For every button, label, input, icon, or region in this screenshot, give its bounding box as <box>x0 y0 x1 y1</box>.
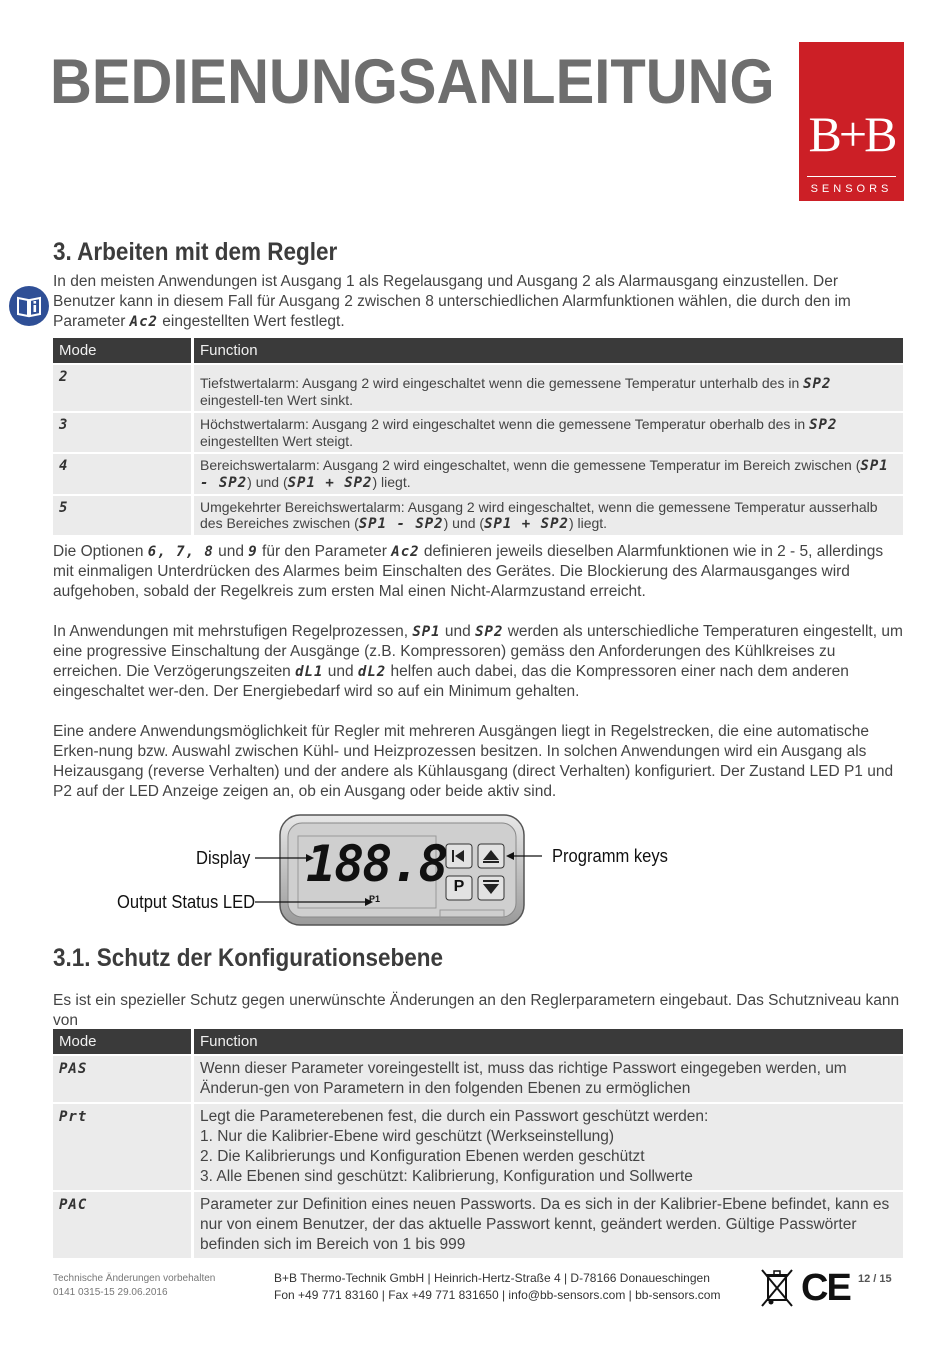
function-text: Höchstwertalarm: Ausgang 2 wird eingeschaltet wenn die gemessene Temperatur oberhalb des in <box>200 416 810 432</box>
param-sp1-plus-sp2: SP1 + SP2 <box>484 516 569 532</box>
mode-value: 3 <box>59 417 69 433</box>
heat-cool-paragraph: Eine andere Anwendungsmöglichkeit für Regler mit mehreren Ausgängen liegt in Regelstrecken, die eine automatische Erken-nung bzw. Auswahl zwischen Kühl- und Heizprozessen besitzen. In solchen Anwendungen wird ein Ausgang als Heizausgang (reverse Verhalten) und der andere als Kühlausgang (direct Verhalten) konfiguriert. Der Zustand LED P1 und P2 auf der LED Anzeige zeigen an, ob ein Ausgang oder beide aktiv sind. <box>53 723 894 800</box>
function-cell <box>194 1192 903 1258</box>
param-sp1: SP1 <box>412 624 441 640</box>
text: und <box>440 623 476 640</box>
controller-diagram <box>110 814 710 926</box>
table-header-row <box>53 338 903 363</box>
param-sp1-minus-sp2: SP1 - SP2 <box>358 516 444 532</box>
p-key-label: P <box>453 878 465 895</box>
bb-sensors-logo <box>799 42 904 201</box>
ce-mark: CE <box>801 1267 850 1309</box>
param-sp2: SP2 <box>809 417 838 433</box>
protection-table <box>53 1027 903 1260</box>
function-text: Tiefstwertalarm: Ausgang 2 wird eingeschaltet wenn die gemessene Temperatur unterhalb des in <box>200 375 804 391</box>
program-keys-callout-label: Programm keys <box>552 846 668 866</box>
text: und <box>323 663 358 680</box>
logo-divider <box>807 176 896 177</box>
function-text: Legt die Parameterebenen fest, die durch ein Passwort geschützt werden: <box>200 1108 709 1125</box>
param-ac2: Ac2 <box>129 314 158 330</box>
display-callout-label: Display <box>196 848 251 868</box>
function-list-item: 1. Nur die Kalibrier-Ebene wird geschützt (Werkseinstellung) <box>200 1128 615 1145</box>
function-cell <box>194 454 903 494</box>
table-row <box>53 413 903 452</box>
param-sp1-minus-sp2: SP1 - SP2 <box>200 458 889 491</box>
param-sp1-plus-sp2: SP1 + SP2 <box>287 475 373 491</box>
logo-subtitle: SENSORS <box>810 183 893 195</box>
mode-value: PAC <box>59 1197 88 1213</box>
mode-value: 4 <box>59 458 69 474</box>
footer-left <box>53 1272 215 1300</box>
param-sp2: SP2 <box>475 624 504 640</box>
function-text: ) und ( <box>247 474 288 490</box>
intro-text-a: In den meisten Anwendungen ist Ausgang 1 als Regelausgang und Ausgang 2 als Alarmausgang einzustellen. Der Benutzer kann in diesem Fall für Ausgang 2 zwischen 8 unterschiedlichen Alarmfunktionen wählen, die durch den im Parameter <box>53 273 851 330</box>
text: für den Parameter <box>257 543 392 560</box>
table-row <box>53 454 903 494</box>
book-info-icon <box>9 286 49 326</box>
function-text: eingestellten Wert steigt. <box>200 433 354 449</box>
mode-value: 5 <box>59 500 69 516</box>
footer-disclaimer: Technische Änderungen vorbehalten <box>53 1273 216 1284</box>
param-ac2: Ac2 <box>391 544 420 560</box>
text: definieren jeweils dieselben Alarmfunktionen wie in 2 - 5, allerdings mit einmaligen Unterdrücken des Alarmes beim Einschalten des Gerätes. Die Blockierung des Alarmausganges wird aufgehoben, sobald der Regelkreis zum ersten Mal einen Nicht-Alarmzustand erreicht. <box>53 543 884 600</box>
footer-address: B+B Thermo-Technik GmbH | Heinrich-Hertz-Straße 4 | D-78166 Donaueschingen <box>274 1271 710 1285</box>
section-3-1-heading: 3.1. Schutz der Konfigurationsebene <box>53 944 444 972</box>
display-readout: 188.8 <box>306 835 447 893</box>
table-row <box>53 365 903 411</box>
function-cell <box>194 496 903 535</box>
param-dl1: dL1 <box>295 664 324 680</box>
function-text: ) liegt. <box>568 515 608 531</box>
text: und <box>213 543 249 560</box>
function-cell <box>194 365 903 411</box>
mode-value: PAS <box>59 1061 88 1077</box>
table-header-row <box>53 1029 903 1054</box>
p1-led-label: P1 <box>369 894 381 904</box>
function-list-item: 3. Alle Ebenen sind geschützt: Kalibrierung, Konfiguration und Sollwerte <box>200 1168 693 1185</box>
table-row <box>53 1104 903 1190</box>
footer-doc-number: 0141 0315-15 29.06.2016 <box>53 1287 168 1298</box>
section-3-intro <box>53 272 903 332</box>
function-text: ) und ( <box>443 515 485 531</box>
table-row <box>53 496 903 535</box>
multistage-paragraph <box>53 622 903 702</box>
function-cell <box>194 1056 903 1102</box>
crossed-bin-icon <box>758 1266 796 1310</box>
param-dl2: dL2 <box>357 664 387 680</box>
text: In Anwendungen mit mehrstufigen Regelprozessen, <box>53 623 413 640</box>
alarm-mode-table <box>53 336 903 537</box>
mode-value: Prt <box>59 1109 88 1125</box>
intro-text-b: eingestellten Wert festlegt. <box>157 313 345 330</box>
output-led-callout-label: Output Status LED <box>117 892 256 912</box>
options-paragraph <box>53 542 903 602</box>
footer-phone-email: Fon +49 771 83160 | Fax +49 771 831650 | info@bb-sensors.com | bb-sensors.com <box>274 1288 721 1302</box>
function-list-item: 2. Die Kalibrierungs und Konfiguration Ebenen werden geschützt <box>200 1148 645 1165</box>
mode-value: 2 <box>59 369 69 385</box>
column-header-function: Function <box>194 338 903 363</box>
function-text: Parameter zur Definition eines neuen Passworts. Da es sich in der Kalibrier-Ebene befindet, kann es nur von einem Benutzer, der das aktuelle Passwort kennt, geändert werden. Gültige Passwörter befinden sich im Bereich von 1 bis 999 <box>200 1196 890 1253</box>
document-title: BEDIENUNGSANLEITUNG <box>50 47 775 117</box>
function-text: Wenn dieser Parameter voreingestellt ist, muss das richtige Passwort eingegeben werden, um Änderun-gen von Parametern in den folgenden Ebenen zu ermöglichen <box>200 1060 847 1097</box>
function-cell <box>194 413 903 452</box>
section-3-heading: 3. Arbeiten mit dem Regler <box>53 238 338 266</box>
table-row <box>53 1192 903 1258</box>
column-header-mode: Mode <box>53 338 194 363</box>
function-text: ) liegt. <box>372 474 411 490</box>
param-option-9: 9 <box>248 544 258 560</box>
text: helfen auch dabei, das die Kompressoren einer nach dem anderen eingeschaltet wer-den. Der Energiebedarf wird so auf ein Minimum gehalten. <box>53 663 849 700</box>
table-row <box>53 1056 903 1102</box>
text: Die Optionen <box>53 543 148 560</box>
logo-mark: B+B <box>808 106 895 162</box>
function-cell <box>194 1104 903 1190</box>
function-text: Umgekehrter Bereichswertalarm: Ausgang 2 wird eingeschaltet, wenn die gemessene Temperatur ausserhalb des Bereiches zwischen ( <box>200 499 878 531</box>
param-sp2: SP2 <box>803 376 832 392</box>
param-options: 6, 7, 8 <box>147 544 214 560</box>
column-header-mode: Mode <box>53 1029 194 1054</box>
section-3-1-intro: Es ist ein spezieller Schutz gegen unerwünschte Änderungen an den Reglerparametern eingebaut. Das Schutzniveau kann von <box>53 992 900 1029</box>
function-text: Bereichswertalarm: Ausgang 2 wird eingeschaltet, wenn die gemessene Temperatur im Bereich zwischen ( <box>200 457 861 473</box>
footer-contact <box>274 1270 720 1304</box>
column-header-function: Function <box>194 1029 903 1054</box>
page-number: 12 / 15 <box>858 1273 892 1285</box>
function-text: eingestell-ten Wert sinkt. <box>200 392 354 408</box>
text: werden als unterschiedliche Temperaturen eingestellt, um eine progressive Einschaltung der Ausgänge (z.B. Kompressoren) gemäss den Anforderungen des Kühlkreises zu erreichen. Die Verzögerungszeiten <box>53 623 903 680</box>
